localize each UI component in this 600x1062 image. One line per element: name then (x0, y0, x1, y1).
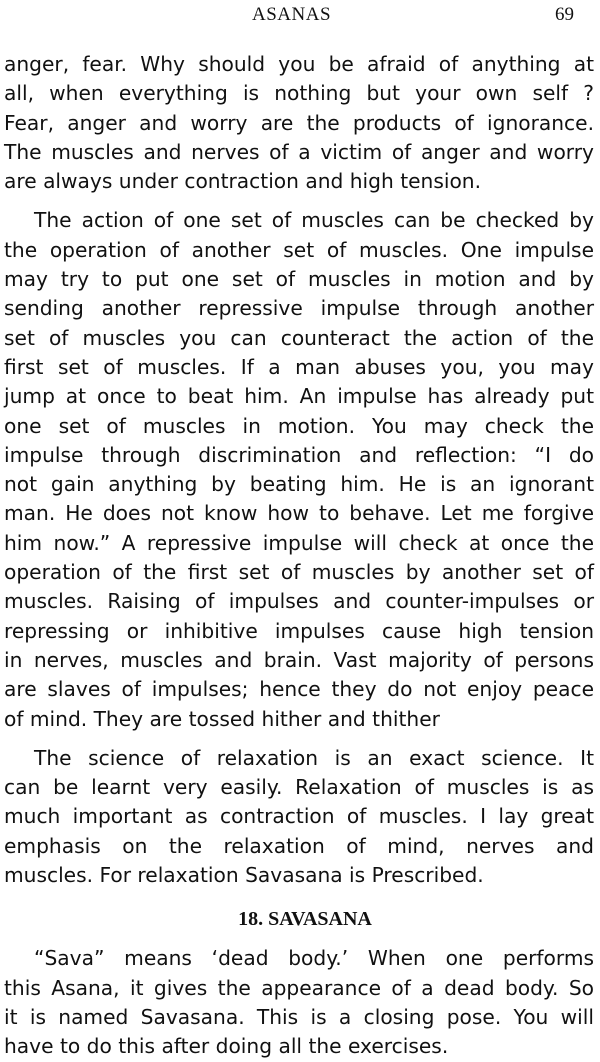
text-line: of mind. They are tossed hither and thither (4, 706, 440, 731)
text-line: jump at once to beat him. An impulse has already put (4, 384, 594, 409)
paragraph-3 (4, 744, 594, 890)
text-line: are always under contraction and high tension. (4, 169, 482, 194)
text-line: are slaves of impulses; hence they do not enjoy peace (4, 677, 594, 702)
text-line: muscles. For relaxation Savasana is Prescribed. (4, 863, 484, 888)
page-body (4, 50, 594, 1062)
text-line: the operation of another set of muscles. One impulse (4, 237, 594, 262)
text-line: much important as contraction of muscles. I lay great (4, 804, 594, 829)
text-line: sending another repressive impulse through another (4, 296, 594, 321)
text-line: “Sava” means ‘dead body.’ When one performs (34, 946, 594, 971)
text-line: first set of muscles. If a man abuses you, you may (4, 354, 594, 379)
text-line: repressing or inhibitive impulses cause high tension (4, 618, 594, 643)
text-line: operation of the first set of muscles by another set of (4, 560, 594, 585)
text-line: The science of relaxation is an exact science. It (34, 745, 594, 770)
text-line: anger, fear. Why should you be afraid of anything at (4, 52, 594, 76)
text-line: have to do this after doing all the exercises. (4, 1034, 449, 1059)
paragraph-1 (4, 50, 594, 196)
text-line: him now.” A repressive impulse will check at once the (4, 530, 594, 555)
text-line: can be learnt very easily. Relaxation of muscles is as (4, 775, 594, 800)
text-line: may try to put one set of muscles in motion and by (4, 267, 594, 292)
page-number: 69 (555, 4, 574, 25)
running-title: ASANAS (252, 4, 332, 25)
text-line: Fear, anger and worry are the products of ignorance. (4, 110, 594, 135)
text-line: not gain anything by beating him. He is an ignorant (4, 472, 594, 497)
text-line: it is named Savasana. This is a closing pose. You will (4, 1004, 594, 1029)
text-line: set of muscles you can counteract the action of the (4, 325, 594, 350)
text-line: The action of one set of muscles can be checked by (34, 208, 594, 233)
text-line: man. He does not know how to behave. Let me forgive (4, 501, 594, 526)
page-header (0, 2, 600, 30)
text-line: all, when everything is nothing but your own self ? (4, 81, 594, 106)
text-line: emphasis on the relaxation of mind, nerves and (4, 833, 594, 858)
text-line: muscles. Raising of impulses and counter-impulses or (4, 589, 594, 614)
paragraph-2 (4, 206, 594, 733)
text-line: one set of muscles in motion. You may check the (4, 413, 594, 438)
text-line: impulse through discrimination and reflection: “I do (4, 442, 594, 467)
text-line: this Asana, it gives the appearance of a dead body. So (4, 975, 594, 1000)
text-line: in nerves, muscles and brain. Vast majority of persons (4, 647, 594, 672)
section-heading: 18. SAVASANA (238, 908, 372, 931)
text-line: The muscles and nerves of a victim of anger and worry (4, 139, 594, 164)
paragraph-4 (4, 944, 594, 1061)
